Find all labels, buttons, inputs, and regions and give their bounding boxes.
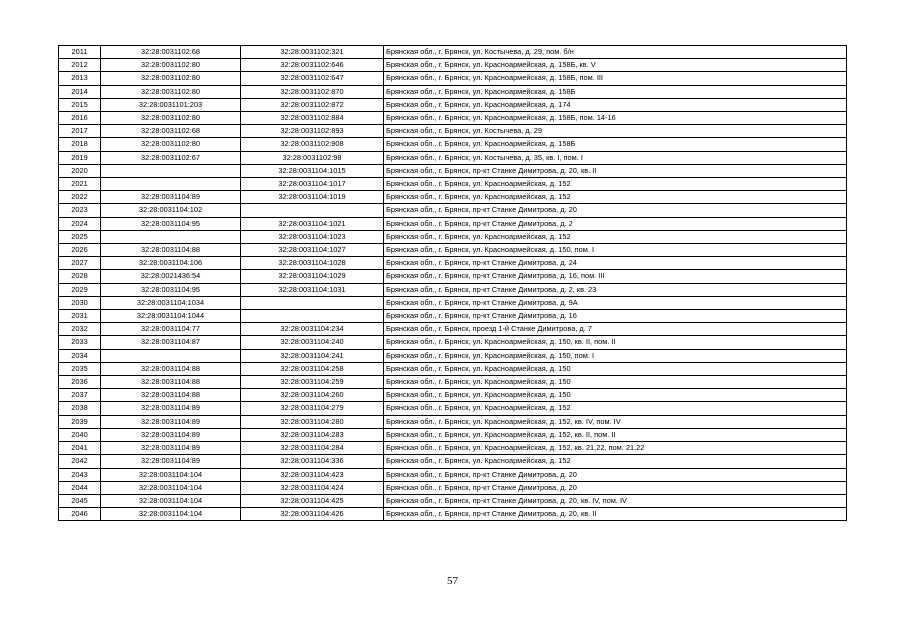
address-cell: Брянская обл., г. Брянск, ул. Красноармейская, д. 174 xyxy=(384,98,847,111)
object-number-cell: 32:28:0031104:424 xyxy=(241,481,384,494)
address-cell: Брянская обл., г. Брянск, ул. Красноармейская, д. 150 xyxy=(384,389,847,402)
address-cell: Брянская обл., г. Брянск, ул. Красноармейская, д. 152 xyxy=(384,402,847,415)
address-cell: Брянская обл., г. Брянск, пр-кт Станке Димитрова, д. 2, кв. 23 xyxy=(384,283,847,296)
parcel-number-cell: 32:28:0031104:102 xyxy=(101,204,241,217)
parcel-number-cell: 32:28:0031102:80 xyxy=(101,85,241,98)
registry-table-body xyxy=(59,46,847,521)
table-row xyxy=(59,244,847,257)
object-number-cell: 32:28:0031104:1021 xyxy=(241,217,384,230)
table-row xyxy=(59,164,847,177)
object-number-cell: 32:28:0031104:1017 xyxy=(241,178,384,191)
row-number-cell: 2042 xyxy=(59,455,101,468)
parcel-number-cell: 32:28:0031102:80 xyxy=(101,138,241,151)
row-number-cell: 2030 xyxy=(59,296,101,309)
address-cell: Брянская обл., г. Брянск, пр-кт Станке Димитрова, д. 20, кв. II xyxy=(384,164,847,177)
table-row xyxy=(59,85,847,98)
parcel-number-cell: 32:28:0031104:89 xyxy=(101,415,241,428)
parcel-number-cell: 32:28:0031102:68 xyxy=(101,46,241,59)
table-row xyxy=(59,508,847,521)
table-row xyxy=(59,442,847,455)
object-number-cell: 32:28:0031104:1028 xyxy=(241,257,384,270)
parcel-number-cell: 32:28:0031104:1034 xyxy=(101,296,241,309)
parcel-number-cell: 32:28:0031101:203 xyxy=(101,98,241,111)
table-row xyxy=(59,323,847,336)
address-cell: Брянская обл., г. Брянск, ул. Красноармейская, д. 150, кв. II, пом. II xyxy=(384,336,847,349)
object-number-cell: 32:28:0031102:872 xyxy=(241,98,384,111)
row-number-cell: 2031 xyxy=(59,310,101,323)
object-number-cell: 32:28:0031104:234 xyxy=(241,323,384,336)
row-number-cell: 2012 xyxy=(59,59,101,72)
address-cell: Брянская обл., г. Брянск, проезд 1-й Станке Димитрова, д. 7 xyxy=(384,323,847,336)
object-number-cell: 32:28:0031104:336 xyxy=(241,455,384,468)
parcel-number-cell: 32:28:0031104:77 xyxy=(101,323,241,336)
row-number-cell: 2025 xyxy=(59,230,101,243)
object-number-cell: 32:28:0031102:884 xyxy=(241,112,384,125)
parcel-number-cell: 32:28:0031104:89 xyxy=(101,455,241,468)
object-number-cell: 32:28:0031102:647 xyxy=(241,72,384,85)
row-number-cell: 2044 xyxy=(59,481,101,494)
row-number-cell: 2023 xyxy=(59,204,101,217)
address-cell: Брянская обл., г. Брянск, ул. Красноармейская, д. 152 xyxy=(384,455,847,468)
table-row xyxy=(59,415,847,428)
table-row xyxy=(59,336,847,349)
parcel-number-cell xyxy=(101,164,241,177)
object-number-cell: 32:28:0031102:893 xyxy=(241,125,384,138)
parcel-number-cell: 32:28:0031104:88 xyxy=(101,362,241,375)
row-number-cell: 2045 xyxy=(59,494,101,507)
table-row xyxy=(59,428,847,441)
object-number-cell: 32:28:0031104:1015 xyxy=(241,164,384,177)
object-number-cell: 32:28:0031104:426 xyxy=(241,508,384,521)
object-number-cell xyxy=(241,204,384,217)
address-cell: Брянская обл., г. Брянск, ул. Красноармейская, д. 158Б, кв. V xyxy=(384,59,847,72)
object-number-cell: 32:28:0031102:908 xyxy=(241,138,384,151)
table-row xyxy=(59,481,847,494)
table-row xyxy=(59,455,847,468)
table-row xyxy=(59,230,847,243)
page-number: 57 xyxy=(447,575,458,587)
table-row xyxy=(59,468,847,481)
parcel-number-cell: 32:28:0031104:88 xyxy=(101,244,241,257)
row-number-cell: 2034 xyxy=(59,349,101,362)
object-number-cell: 32:28:0031104:283 xyxy=(241,428,384,441)
parcel-number-cell: 32:28:0031104:89 xyxy=(101,442,241,455)
parcel-number-cell: 32:28:0031104:104 xyxy=(101,494,241,507)
row-number-cell: 2037 xyxy=(59,389,101,402)
row-number-cell: 2026 xyxy=(59,244,101,257)
address-cell: Брянская обл., г. Брянск, ул. Красноармейская, д. 152 xyxy=(384,230,847,243)
address-cell: Брянская обл., г. Брянск, пр-кт Станке Димитрова, д. 16 xyxy=(384,310,847,323)
address-cell: Брянская обл., г. Брянск, пр-кт Станке Димитрова, д. 16, пом. III xyxy=(384,270,847,283)
address-cell: Брянская обл., г. Брянск, ул. Красноармейская, д. 158Б, пом. III xyxy=(384,72,847,85)
address-cell: Брянская обл., г. Брянск, пр-кт Станке Димитрова, д. 20 xyxy=(384,481,847,494)
object-number-cell: 32:28:0031104:1027 xyxy=(241,244,384,257)
row-number-cell: 2019 xyxy=(59,151,101,164)
address-cell: Брянская обл., г. Брянск, ул. Красноармейская, д. 150, пом. I xyxy=(384,349,847,362)
address-cell: Брянская обл., г. Брянск, пр-кт Станке Димитрова, д. 20 xyxy=(384,204,847,217)
object-number-cell: 32:28:0031104:259 xyxy=(241,376,384,389)
row-number-cell: 2016 xyxy=(59,112,101,125)
row-number-cell: 2039 xyxy=(59,415,101,428)
object-number-cell xyxy=(241,296,384,309)
parcel-number-cell: 32:28:0031104:89 xyxy=(101,428,241,441)
object-number-cell: 32:28:0031104:1023 xyxy=(241,230,384,243)
parcel-number-cell: 32:28:0031104:106 xyxy=(101,257,241,270)
object-number-cell: 32:28:0031104:423 xyxy=(241,468,384,481)
table-row xyxy=(59,191,847,204)
parcel-number-cell: 32:28:0031102:80 xyxy=(101,112,241,125)
address-cell: Брянская обл., г. Брянск, ул. Красноармейская, д. 158Б xyxy=(384,138,847,151)
parcel-number-cell: 32:28:0031104:104 xyxy=(101,508,241,521)
address-cell: Брянская обл., г. Брянск, пр-кт Станке Димитрова, д. 2 xyxy=(384,217,847,230)
parcel-number-cell: 32:28:0031102:68 xyxy=(101,125,241,138)
table-row xyxy=(59,270,847,283)
parcel-number-cell: 32:28:0031104:104 xyxy=(101,481,241,494)
table-row xyxy=(59,125,847,138)
parcel-number-cell: 32:28:0031104:104 xyxy=(101,468,241,481)
object-number-cell: 32:28:0031104:240 xyxy=(241,336,384,349)
table-row xyxy=(59,310,847,323)
address-cell: Брянская обл., г. Брянск, ул. Красноармейская, д. 158Б, пом. 14-16 xyxy=(384,112,847,125)
table-row xyxy=(59,178,847,191)
object-number-cell: 32:28:0031102:321 xyxy=(241,46,384,59)
table-row xyxy=(59,72,847,85)
object-number-cell: 32:28:0031102:98 xyxy=(241,151,384,164)
address-cell: Брянская обл., г. Брянск, ул. Красноармейская, д. 150, пом. I xyxy=(384,244,847,257)
address-cell: Брянская обл., г. Брянск, ул. Красноармейская, д. 152, кв. 21,22, пом. 21,22 xyxy=(384,442,847,455)
table-row xyxy=(59,257,847,270)
row-number-cell: 2021 xyxy=(59,178,101,191)
row-number-cell: 2032 xyxy=(59,323,101,336)
parcel-number-cell: 32:28:0031102:80 xyxy=(101,59,241,72)
row-number-cell: 2035 xyxy=(59,362,101,375)
table-row xyxy=(59,151,847,164)
row-number-cell: 2038 xyxy=(59,402,101,415)
row-number-cell: 2018 xyxy=(59,138,101,151)
object-number-cell: 32:28:0031102:646 xyxy=(241,59,384,72)
table-row xyxy=(59,59,847,72)
table-row xyxy=(59,204,847,217)
object-number-cell: 32:28:0031104:258 xyxy=(241,362,384,375)
row-number-cell: 2024 xyxy=(59,217,101,230)
address-cell: Брянская обл., г. Брянск, ул. Красноармейская, д. 150 xyxy=(384,362,847,375)
object-number-cell: 32:28:0031104:279 xyxy=(241,402,384,415)
parcel-number-cell xyxy=(101,178,241,191)
table-row xyxy=(59,389,847,402)
parcel-number-cell: 32:28:0031102:67 xyxy=(101,151,241,164)
table-row xyxy=(59,98,847,111)
address-cell: Брянская обл., г. Брянск, пр-кт Станке Димитрова, д. 20 xyxy=(384,468,847,481)
table-row xyxy=(59,376,847,389)
table-row xyxy=(59,112,847,125)
table-row xyxy=(59,46,847,59)
parcel-number-cell: 32:28:0021436:54 xyxy=(101,270,241,283)
address-cell: Брянская обл., г. Брянск, ул. Костычева, д. 35, кв. I, пом. I xyxy=(384,151,847,164)
object-number-cell: 32:28:0031104:260 xyxy=(241,389,384,402)
row-number-cell: 2046 xyxy=(59,508,101,521)
parcel-number-cell: 32:28:0031104:89 xyxy=(101,402,241,415)
table-row xyxy=(59,138,847,151)
row-number-cell: 2043 xyxy=(59,468,101,481)
table-row xyxy=(59,349,847,362)
row-number-cell: 2040 xyxy=(59,428,101,441)
table-row xyxy=(59,494,847,507)
row-number-cell: 2013 xyxy=(59,72,101,85)
row-number-cell: 2036 xyxy=(59,376,101,389)
object-number-cell: 32:28:0031104:280 xyxy=(241,415,384,428)
address-cell: Брянская обл., г. Брянск, ул. Красноармейская, д. 152 xyxy=(384,178,847,191)
parcel-number-cell: 32:28:0031104:95 xyxy=(101,217,241,230)
address-cell: Брянская обл., г. Брянск, ул. Красноармейская, д. 158Б xyxy=(384,85,847,98)
row-number-cell: 2027 xyxy=(59,257,101,270)
object-number-cell: 32:28:0031104:241 xyxy=(241,349,384,362)
parcel-number-cell: 32:28:0031104:89 xyxy=(101,191,241,204)
object-number-cell: 32:28:0031102:870 xyxy=(241,85,384,98)
row-number-cell: 2011 xyxy=(59,46,101,59)
parcel-number-cell: 32:28:0031104:88 xyxy=(101,389,241,402)
table-row xyxy=(59,402,847,415)
object-number-cell xyxy=(241,310,384,323)
address-cell: Брянская обл., г. Брянск, пр-кт Станке Димитрова, д. 20, кв. IV, пом. IV xyxy=(384,494,847,507)
row-number-cell: 2022 xyxy=(59,191,101,204)
address-cell: Брянская обл., г. Брянск, ул. Красноармейская, д. 152, кв. IV, пом. IV xyxy=(384,415,847,428)
row-number-cell: 2029 xyxy=(59,283,101,296)
parcel-number-cell: 32:28:0031104:87 xyxy=(101,336,241,349)
address-cell: Брянская обл., г. Брянск, ул. Красноармейская, д. 152, кв. II, пом. II xyxy=(384,428,847,441)
object-number-cell: 32:28:0031104:284 xyxy=(241,442,384,455)
table-row xyxy=(59,217,847,230)
row-number-cell: 2017 xyxy=(59,125,101,138)
row-number-cell: 2015 xyxy=(59,98,101,111)
row-number-cell: 2020 xyxy=(59,164,101,177)
object-number-cell: 32:28:0031104:425 xyxy=(241,494,384,507)
object-number-cell: 32:28:0031104:1029 xyxy=(241,270,384,283)
address-cell: Брянская обл., г. Брянск, пр-кт Станке Димитрова, д. 24 xyxy=(384,257,847,270)
row-number-cell: 2041 xyxy=(59,442,101,455)
address-cell: Брянская обл., г. Брянск, ул. Костычева, д. 29 xyxy=(384,125,847,138)
table-row xyxy=(59,362,847,375)
address-cell: Брянская обл., г. Брянск, ул. Костычева, д. 29, пом. б/н xyxy=(384,46,847,59)
parcel-number-cell: 32:28:0031104:1044 xyxy=(101,310,241,323)
address-cell: Брянская обл., г. Брянск, ул. Красноармейская, д. 152 xyxy=(384,191,847,204)
object-number-cell: 32:28:0031104:1031 xyxy=(241,283,384,296)
registry-table xyxy=(58,45,847,521)
parcel-number-cell: 32:28:0031104:95 xyxy=(101,283,241,296)
table-row xyxy=(59,296,847,309)
row-number-cell: 2014 xyxy=(59,85,101,98)
address-cell: Брянская обл., г. Брянск, пр-кт Станке Димитрова, д. 20, кв. II xyxy=(384,508,847,521)
row-number-cell: 2033 xyxy=(59,336,101,349)
parcel-number-cell xyxy=(101,230,241,243)
object-number-cell: 32:28:0031104:1019 xyxy=(241,191,384,204)
parcel-number-cell: 32:28:0031104:88 xyxy=(101,376,241,389)
address-cell: Брянская обл., г. Брянск, ул. Красноармейская, д. 150 xyxy=(384,376,847,389)
parcel-number-cell: 32:28:0031102:80 xyxy=(101,72,241,85)
row-number-cell: 2028 xyxy=(59,270,101,283)
address-cell: Брянская обл., г. Брянск, пр-кт Станке Димитрова, д. 9А xyxy=(384,296,847,309)
table-row xyxy=(59,283,847,296)
parcel-number-cell xyxy=(101,349,241,362)
